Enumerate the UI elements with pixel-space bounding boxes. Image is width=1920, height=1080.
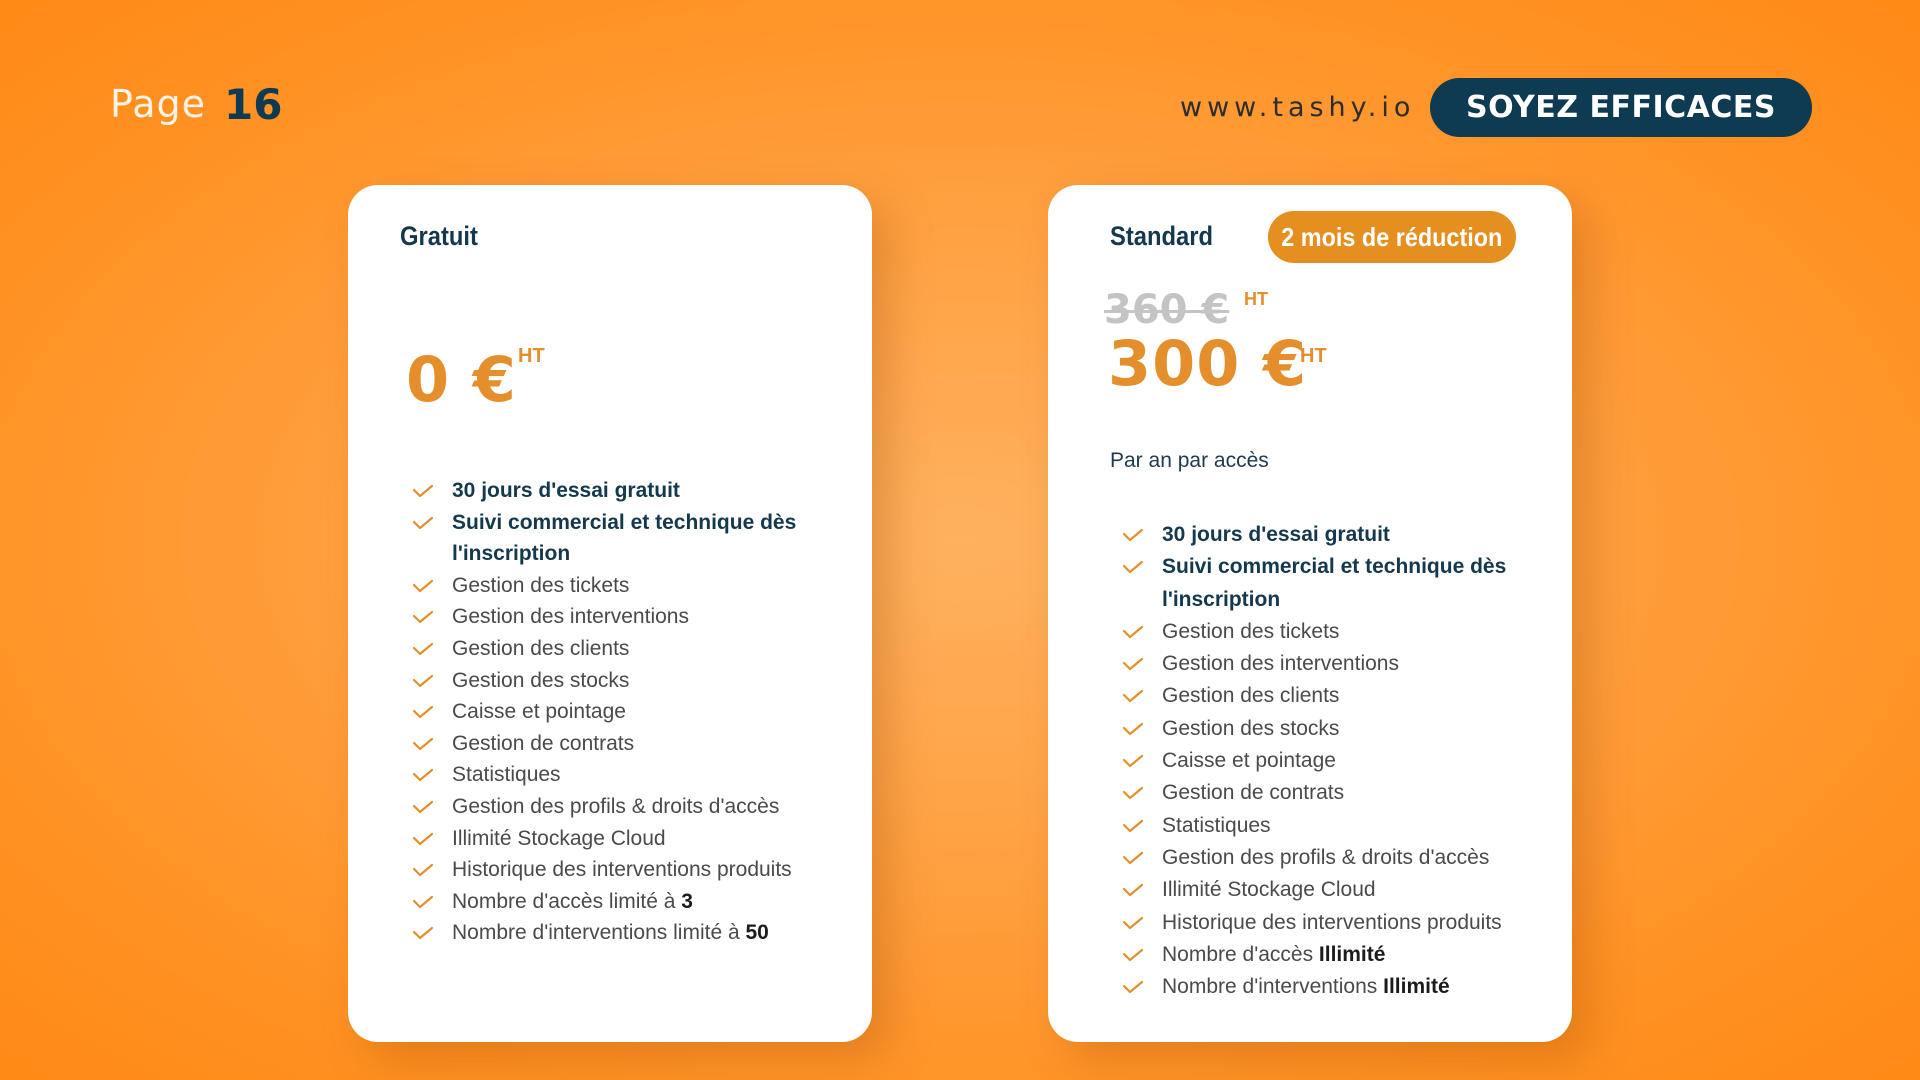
feature-text: Gestion des clients [1162,684,1340,708]
feature-value: Illimité [1318,942,1386,966]
feature-value: 3 [681,889,693,913]
check-icon [1122,948,1144,962]
feature-text: Suivi commercial et technique dès [452,510,797,534]
feature-item [412,759,796,791]
feature-list [1122,519,1506,1003]
feature-value: Illimité [1383,975,1450,999]
feature-item [1122,777,1506,809]
feature-item [1122,584,1506,616]
feature-text: Gestion des stocks [452,668,630,692]
check-icon [1122,786,1144,800]
check-icon [1122,560,1144,574]
check-icon [412,800,434,814]
check-icon [412,926,434,940]
old-tax-label: HT [1244,289,1268,309]
feature-item [1122,519,1506,551]
feature-item [1122,874,1506,906]
check-icon [412,642,434,656]
plan-price: 300 € [1108,327,1308,400]
feature-item [412,854,796,886]
feature-item [1122,939,1506,971]
check-icon [1122,883,1144,897]
feature-text: Gestion des stocks [1162,716,1340,740]
feature-item [1122,907,1506,939]
feature-text: Illimité Stockage Cloud [1162,878,1376,902]
pricing-card-standard [1048,185,1572,1042]
feature-item [1122,551,1506,583]
feature-text: 30 jours d'essai gratuit [452,479,680,502]
check-icon [412,737,434,751]
cta-button[interactable]: SOYEZ EFFICACES [1430,78,1812,137]
feature-item [1122,616,1506,648]
feature-item [1122,713,1506,745]
check-icon [412,705,434,719]
feature-text: Illimité Stockage Cloud [452,826,666,850]
check-icon [1122,819,1144,833]
feature-text: Historique des interventions produits [1162,910,1502,934]
check-icon [412,863,434,877]
old-price: 360 € [1104,287,1230,333]
feature-text: Suivi commercial et technique dès [1162,555,1507,579]
page-label: Page [110,82,206,126]
page-number: 16 [224,80,283,129]
discount-badge [1268,211,1516,263]
feature-item [412,507,796,539]
plan-price: 0 € [406,343,517,416]
feature-item [412,665,796,697]
check-icon [412,832,434,846]
check-icon [1122,528,1144,542]
feature-text: Nombre d'accès [1162,942,1319,966]
plan-name: Gratuit [400,221,478,251]
check-icon [412,610,434,624]
feature-text: Gestion des tickets [1162,619,1340,643]
billing-period: Par an par accès [1110,449,1269,472]
feature-text: 30 jours d'essai gratuit [1162,523,1390,546]
feature-text: Nombre d'interventions [1162,975,1384,999]
feature-text: Nombre d'interventions limité à [452,921,746,945]
feature-item [412,917,796,949]
check-icon [1122,980,1144,994]
feature-item [412,538,796,570]
check-icon [1122,754,1144,768]
check-icon [1122,689,1144,703]
feature-item [412,696,796,728]
feature-item [412,823,796,855]
feature-text: l'inscription [1162,587,1281,611]
tax-label: HT [518,345,545,367]
feature-item [412,475,796,507]
check-icon [1122,722,1144,736]
feature-text: Historique des interventions produits [452,858,792,882]
check-icon [412,484,434,498]
feature-text: Gestion des clients [452,636,630,660]
feature-text: Gestion des profils & droits d'accès [452,794,780,818]
feature-item [412,791,796,823]
feature-text: Nombre d'accès limité à [452,889,682,913]
feature-item [1122,680,1506,712]
feature-text: Gestion des interventions [1162,652,1399,676]
check-icon [412,895,434,909]
feature-item [1122,648,1506,680]
feature-item [1122,810,1506,842]
pricing-card-free [348,185,872,1042]
feature-text: Gestion des interventions [452,605,689,629]
check-icon [412,674,434,688]
feature-item [1122,971,1506,1003]
feature-text: Statistiques [1162,813,1271,837]
check-icon [1122,916,1144,930]
feature-text: Caisse et pointage [452,700,626,724]
plan-name: Standard [1110,221,1213,251]
check-icon [412,579,434,593]
check-icon [412,516,434,530]
feature-item [412,886,796,918]
discount-badge-label: 2 mois de réduction [1281,221,1503,252]
check-icon [1122,851,1144,865]
check-icon [1122,657,1144,671]
feature-text: Gestion des tickets [452,573,630,597]
check-icon [1122,625,1144,639]
feature-item [412,728,796,760]
feature-text: Caisse et pointage [1162,749,1336,773]
feature-text: Gestion des profils & droits d'accès [1162,845,1490,869]
feature-item [1122,842,1506,874]
feature-value: 50 [745,921,769,945]
feature-item [1122,745,1506,777]
feature-text: Gestion de contrats [1162,781,1345,805]
feature-item [412,601,796,633]
feature-item [412,633,796,665]
check-icon [412,768,434,782]
feature-text: Statistiques [452,763,561,787]
feature-text: Gestion de contrats [452,731,635,755]
site-url[interactable]: www.tashy.io [1180,92,1416,123]
feature-text: l'inscription [452,542,571,566]
tax-label: HT [1300,345,1327,367]
feature-list [412,475,796,949]
feature-item [412,570,796,602]
